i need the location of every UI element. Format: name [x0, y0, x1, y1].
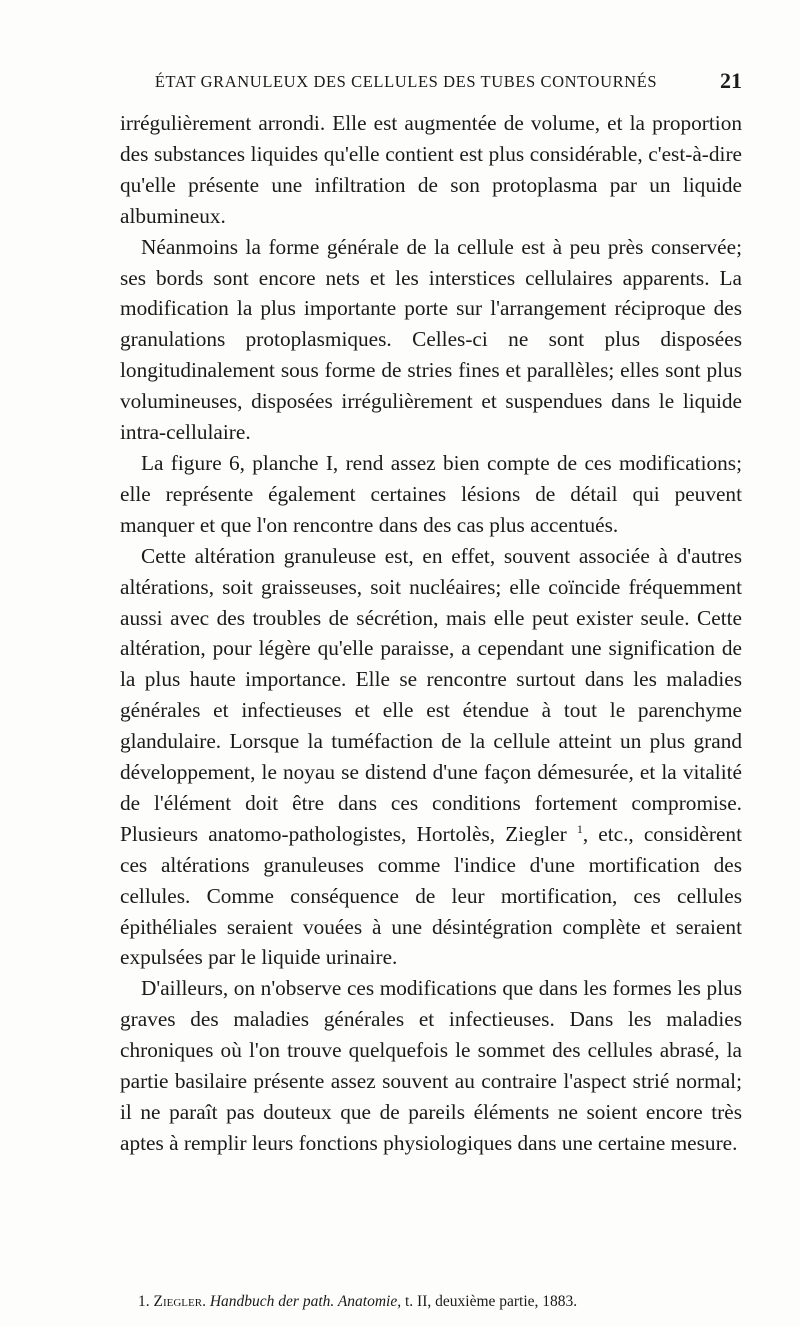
footnote-number: 1. — [138, 1293, 150, 1310]
footnote-title: Handbuch der path. Anatomie, — [209, 1293, 402, 1310]
paragraph: D'ailleurs, on n'observe ces modifications que dans les formes les plus graves des maladies générales et infectieuses. Dans les maladies chroniques où l'on trouve quelquefois le sommet des cellules abrasé, la partie basilaire présente assez souvent au contraire l'aspect strié normal; il ne paraît pas douteux que de pareils éléments ne soient encore très aptes à remplir leurs fonctions physiologiques dans une certaine mesure. — [120, 976, 742, 1155]
running-title: ÉTAT GRANULEUX DES CELLULES DES TUBES CONTOURNÉS — [154, 72, 658, 91]
paragraph-text-continued: , etc., considèrent ces altérations granuleuses comme l'indice d'une mortification des cellules. Comme conséquence de leur mortification, ces cellules épithéliales seraient vouées à une désintégration complète et seraient expulsées par le liquide urinaire. — [120, 821, 742, 970]
footnote-reference[interactable]: 1 — [576, 821, 583, 836]
footnote-details: t. II, deuxième partie, 1883. — [405, 1293, 578, 1310]
paragraph-continued: irrégulièrement arrondi. Elle est augmentée de volume, et la proportion des substances liquides qu'elle contient est plus considérable, c'est-à-dire qu'elle présente une infiltration de son protoplasma par un liquide albumineux. — [120, 111, 742, 228]
paragraph-text: Cette altération granuleuse est, en effet, souvent associée à d'autres altérations, soit graisseuses, soit nucléaires; elle coïncide fréquemment aussi avec des troubles de sécrétion, mais elle peut exister seule. Cette altération, pour légère qu'elle paraisse, a cependant une signification de la plus haute importance. Elle se rencontre surtout dans les maladies générales et infectieuses et elle est étendue à tout le parenchyme glandulaire. Lorsque la tuméfaction de la cellule atteint un plus grand développement, le noyau se distend d'une façon démesurée, et la vitalité de l'élément doit être dans ces conditions fortement compromise. Plusieurs anatomo-pathologistes, Hortolès, Ziegler — [120, 543, 742, 846]
running-head — [120, 68, 742, 98]
paragraph-with-footnote-ref — [120, 541, 742, 974]
page-number: 21 — [720, 68, 742, 93]
paragraph: Néanmoins la forme générale de la cellule est à peu près conservée; ses bords sont encore nets et les interstices cellulaires apparents. La modification la plus importante porte sur l'arrangement réciproque des granulations protoplasmiques. Celles-ci ne sont plus disposées longitudinalement sous forme de stries fines et parallèles; elles sont plus volumineuses, disposées irrégulièrement et suspendues dans le liquide intra-cellulaire. — [120, 234, 742, 445]
paragraph: La figure 6, planche I, rend assez bien compte de ces modifications; elle représente également certaines lésions de détail qui peuvent manquer et que l'on rencontre dans des cas plus accentués. — [120, 450, 742, 537]
footnote-author: Ziegler. — [153, 1293, 206, 1310]
body-text — [120, 108, 742, 1159]
footnote — [138, 1292, 748, 1312]
